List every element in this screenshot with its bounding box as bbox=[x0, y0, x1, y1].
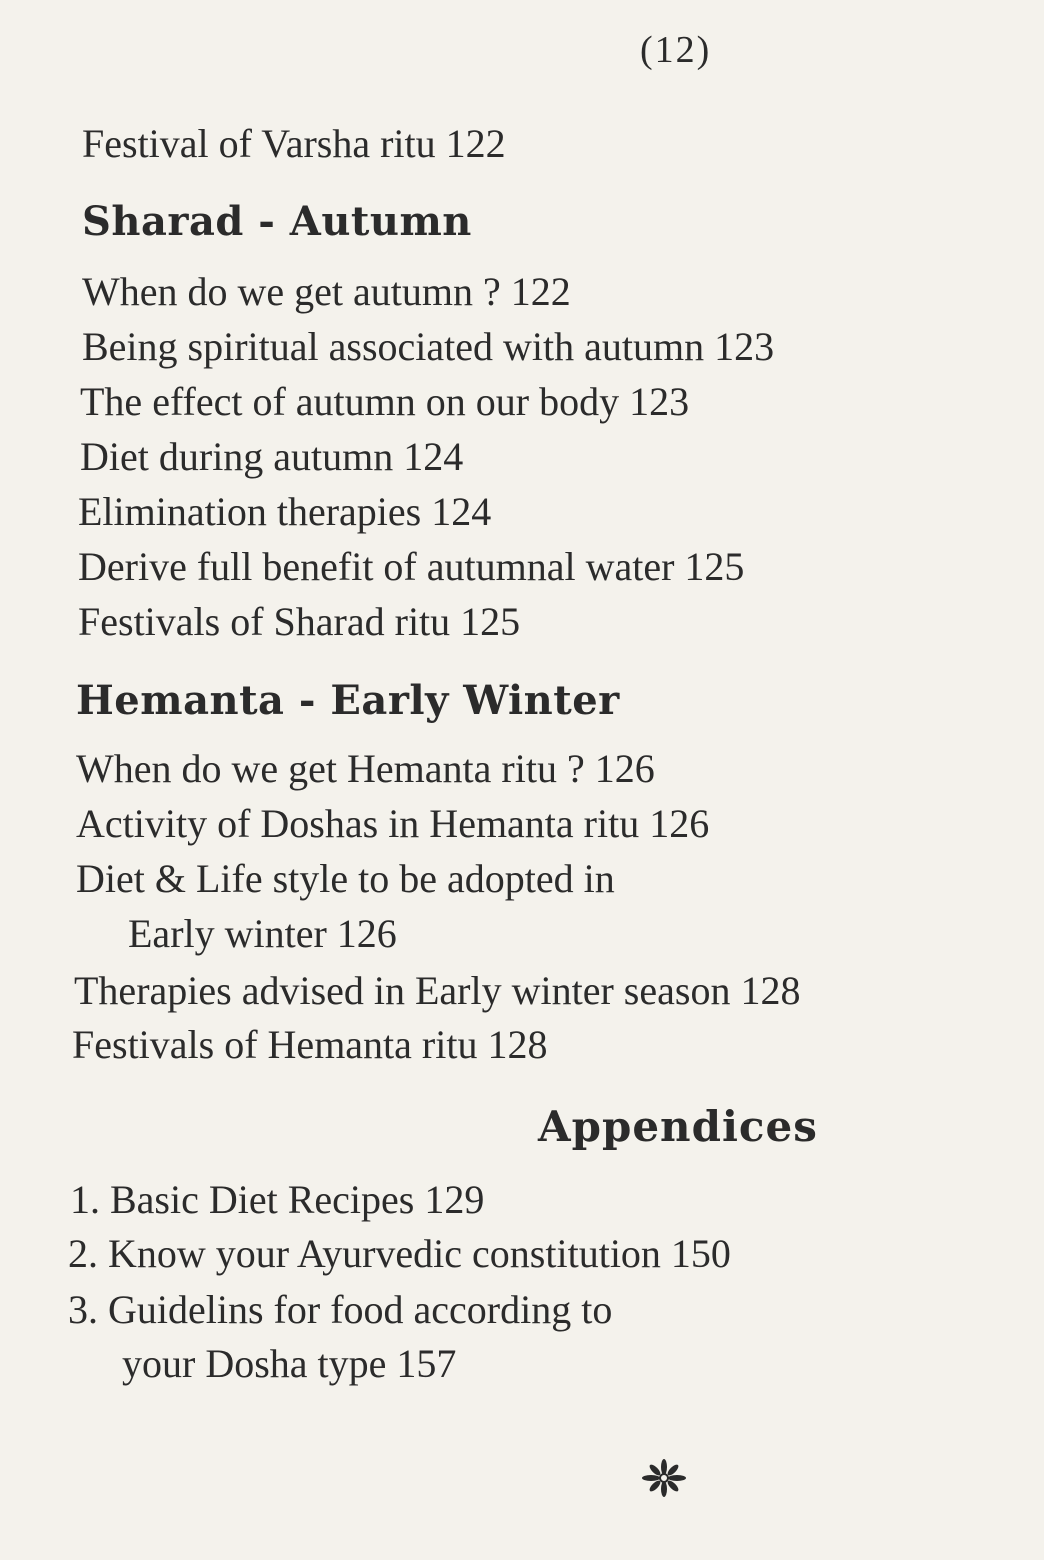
toc-entry: Derive full benefit of autumnal water 125 bbox=[78, 544, 745, 589]
toc-entry: Being spiritual associated with autumn 123 bbox=[82, 324, 775, 369]
appendices-heading: Appendices bbox=[538, 1102, 818, 1151]
flower-ornament-icon bbox=[636, 1458, 692, 1498]
appendix-entry: 2. Know your Ayurvedic constitution 150 bbox=[68, 1231, 731, 1276]
toc-entry: Elimination therapies 124 bbox=[78, 489, 492, 534]
toc-entry-varsha-festival: Festival of Varsha ritu 122 bbox=[82, 121, 506, 166]
toc-entry: The effect of autumn on our body 123 bbox=[80, 379, 690, 424]
toc-entry: Festivals of Hemanta ritu 128 bbox=[72, 1022, 548, 1067]
toc-entry: When do we get Hemanta ritu ? 126 bbox=[76, 746, 655, 791]
appendix-entry: 3. Guidelins for food according to bbox=[68, 1287, 613, 1332]
toc-entry: Diet during autumn 124 bbox=[80, 434, 464, 479]
toc-entry: When do we get autumn ? 122 bbox=[82, 269, 571, 314]
page-number: (12) bbox=[640, 29, 712, 71]
toc-entry: Activity of Doshas in Hemanta ritu 126 bbox=[76, 801, 710, 846]
appendix-entry: 1. Basic Diet Recipes 129 bbox=[70, 1177, 485, 1222]
section-heading-hemanta: Hemanta - Early Winter bbox=[76, 677, 620, 724]
section-heading-sharad: Sharad - Autumn bbox=[82, 198, 472, 245]
toc-entry: Therapies advised in Early winter season 128 bbox=[74, 968, 801, 1013]
toc-entry-continuation: Early winter 126 bbox=[128, 911, 397, 956]
toc-entry: Diet & Life style to be adopted in bbox=[76, 856, 615, 901]
appendix-entry-continuation: your Dosha type 157 bbox=[122, 1341, 457, 1386]
toc-entry: Festivals of Sharad ritu 125 bbox=[78, 599, 521, 644]
